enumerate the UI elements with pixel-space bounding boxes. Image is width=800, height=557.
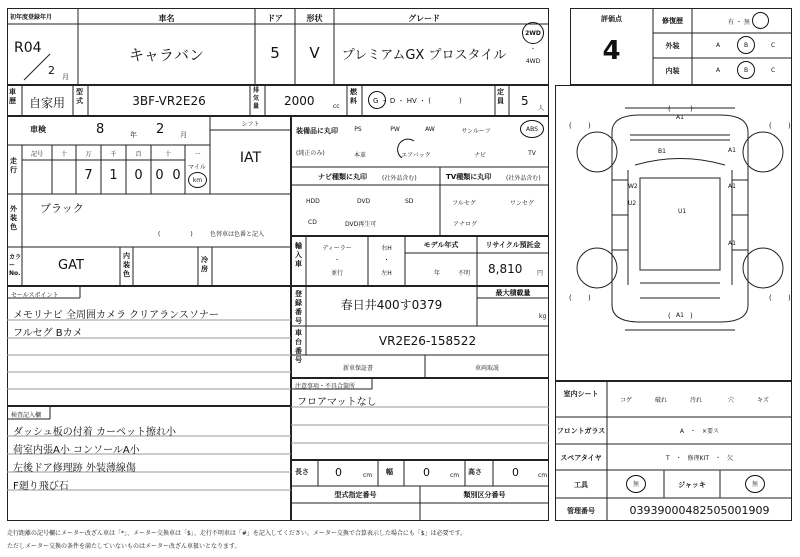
interior-c: C [771,67,776,74]
manual: 車両取説 [474,365,499,372]
first-reg-label: 初年度登録年月 [10,14,53,21]
tv-oneseg: ワンセグ [510,200,535,207]
sales-line-1: メモリナビ 全周囲カメラ クリアランスソナー [13,310,219,321]
digit-label-1: 万 [85,151,92,158]
tv-analog: アナログ [453,221,478,228]
svg-text:(: ( [668,312,671,320]
sales-label: セールスポイント [11,292,59,299]
new-warranty: 新車保証書 [342,365,373,372]
interior-a: A [716,67,721,74]
inspection-year: 8 [96,122,105,137]
width-label: 幅 [386,468,393,476]
equip-abs: ABS [520,120,544,138]
score-label: 評価点 [601,15,622,23]
import-left-h: 左H [381,270,392,277]
inspector-line-3: 左後ドア修理跡 外装薄線傷 [13,463,136,474]
digit-label-3: 百 [135,151,142,158]
inspector-line-1: ダッシュ板の付着 カーペット擦れ小 [13,427,176,438]
svg-text:): ) [690,312,693,320]
color-note: 色替車は色番と記入 [210,231,265,238]
height-label: 高さ [468,468,482,476]
length-label: 長さ [295,468,309,476]
equipment-label: 装備品に丸印 [296,127,338,135]
door-label: ドア [267,14,283,23]
mgmt-value: 03939000482505001909 [629,504,770,517]
color-no: GAT [58,258,84,273]
ac-label: 冷房 [201,256,208,273]
equip-leather: 本革 [353,152,366,159]
diagram-mark-left-rear-door: U2 [628,200,637,207]
digit-label-4: 十 [164,151,171,158]
spare-options: T ・ 修理KIT ・ 欠 [665,455,734,462]
first-reg-month-unit: 月 [62,73,69,81]
svg-text:): ) [588,294,591,302]
width-value: 0 [423,466,430,479]
notes-line-1: フロアマットなし [297,397,377,408]
windshield-options: A ・ ×要ス [679,428,720,435]
tools-value: 無 [626,475,646,493]
registration-value: 春日井400す0379 [340,298,443,312]
diagram-mark-hood: B1 [658,148,666,155]
diagram-mark-roof: U1 [678,208,687,215]
recycle-label: リサイクル預託金 [485,241,541,249]
mgmt-label: 管理番号 [567,507,595,515]
digit-2: 0 [134,168,143,183]
digit-1: 1 [109,168,118,183]
model-name: キャラバン [128,46,204,64]
diagram-mark-right-rear: A1 [728,240,736,247]
inspector-line-4: F廻り飛び石 [13,481,69,492]
drive-2wd: 2WD [522,22,544,44]
windshield-label: フロントガラス [556,427,606,435]
digit-0: 7 [84,168,93,183]
svg-text:(: ( [769,294,772,302]
shift-value: IAT [239,150,262,166]
svg-text:): ) [588,122,591,130]
shape-value: V [309,44,320,62]
model-year-year: 年 [434,270,441,277]
import-label: 輸入車 [295,242,302,268]
grade-label: グレード [408,14,440,23]
tools-label: 工具 [574,481,588,489]
nav-header-sub: (社外品含む) [382,175,417,182]
class-label: 類別区分番号 [463,491,506,499]
svg-text:(: ( [668,105,671,113]
grade-value: プレミアムGX プロスタイル [341,48,507,63]
shape-label: 形状 [306,14,323,23]
import-right-h: 右H [381,245,392,252]
seat-scratch: キズ [757,397,769,404]
nav-dvd: DVD [357,198,371,205]
color-label: 外装色 [10,205,17,231]
usage-label: 車歴 [9,88,16,105]
import-dot-1: ・ [333,257,340,264]
model-year-unknown: 不明 [458,270,471,277]
model-name-label: 車名 [158,14,175,23]
chassis-value: VR2E26-158522 [378,334,477,348]
exterior-b: B [737,36,755,54]
height-unit: cm [538,472,548,479]
mileage-unit-mile: マイル [188,164,206,171]
digit-3: 0 [155,168,164,183]
svg-text:(: ( [769,122,772,130]
model-code-label: 型式 [76,88,83,105]
seat-dirt: 汚れ [690,397,703,404]
usage-value: 自家用 [29,96,66,110]
digit-4: 0 [172,168,181,183]
mileage-unit-km: km [188,172,207,188]
displacement-unit: cc [333,103,340,110]
jack-value: 無 [745,475,765,493]
length-value: 0 [335,466,342,479]
height-value: 0 [512,466,519,479]
nav-sd: SD [405,198,414,205]
tv-fullseg: フルセグ [452,200,476,207]
diagram-mark-right-door: A1 [728,183,736,190]
nav-cd: CD [308,219,317,226]
capacity: 5 [521,94,529,108]
nav-header: ナビ種類に丸印 [318,173,367,181]
nav-hdd: HDD [306,198,320,205]
tv-header: TV種類に丸印 [446,173,492,181]
shift-label: シフト [241,121,260,128]
door-value: 5 [270,44,280,62]
length-unit: cm [363,472,373,479]
interior-color-label: 内装色 [123,252,130,278]
inspector-line-2: 荷室内張A小 コンソールA小 [13,445,140,456]
model-code: 3BF-VR2E26 [132,94,206,108]
seat-tear: 破れ [655,397,668,404]
repair-options: 有 ・ 無 [728,19,750,26]
mileage-label: 走行 [10,157,17,174]
footer-line-2: ただしメーター交換の条件を満たしていないものはメーター改ざん車扱いとなります。 [7,543,241,550]
seat-burn: コゲ [620,397,633,404]
equip-ps: PS [354,126,362,133]
color-note-prefix: ( ) [158,231,193,238]
type-cert-label: 型式指定番号 [334,491,377,499]
color-value: ブラック [40,202,84,215]
fuel-label: 燃料 [350,88,357,105]
svg-text:): ) [788,294,791,302]
model-year-label: モデル年式 [423,241,459,249]
exterior-label: 外装 [665,42,680,50]
repair-label: 修復歴 [662,17,683,25]
capacity-unit: 人 [538,105,545,112]
equipment-label-sub: (純正のみ) [296,150,325,157]
interior-b: B [737,61,755,79]
diagram-mark-left-front-door: W2 [628,183,638,190]
recycle-value: 8,810 [488,262,523,276]
chassis-label: 車台番号 [295,329,302,364]
sales-line-2: フルセグ Bカメ [13,328,83,339]
nav-dvd-play: DVD再生可 [345,221,377,228]
seat-label: 室内シート [563,390,599,398]
recycle-unit: 円 [537,270,544,277]
diagram-mark-front-bumper: A1 [676,114,684,121]
footer-line-1: 走行距離の記号欄にメーター改ざん車は「*」、メーター交換車は「$」、走行不明車は「#」を記入してください。メーター交換で合算表示した場合にも「$」は必要です。 [7,530,467,537]
drive-dot: ・ [529,46,536,53]
first-reg-month: 2 [48,64,55,77]
max-load-label: 最大積載量 [495,289,531,297]
digit-label-0: 十 [60,151,67,158]
jack-label: ジャッキ [678,481,706,489]
inspector-label: 検査記入欄 [11,412,42,419]
interior-label: 内装 [665,67,680,75]
first-reg-era: R04 [14,40,42,56]
equip-tv: TV [528,150,536,157]
equip-airbag: エアバック [401,152,431,159]
max-load-unit: kg [539,313,547,320]
svg-text:): ) [690,105,693,113]
exterior-a: A [716,42,721,49]
equip-pw: PW [390,126,400,133]
import-dealer: ディーラー [322,245,352,252]
drive-4wd: 4WD [525,58,541,65]
inspection-month-unit: 月 [180,131,187,139]
spare-label: スペアタイヤ [560,454,602,462]
displacement-label: 排気量 [253,87,260,110]
digit-label-2: 千 [110,151,117,158]
import-dot-2: ・ [383,257,390,264]
registration-label: 登録番号 [295,290,302,325]
exterior-c: C [771,42,776,49]
capacity-label: 定員 [497,88,504,105]
width-unit: cm [450,472,460,479]
svg-text:(: ( [569,294,572,302]
import-parallel: 並行 [330,270,343,277]
fuel-options: G ・ D ・ HV ・ ( ) [373,97,462,105]
svg-text:): ) [788,122,791,130]
equip-navi: ナビ [473,152,486,159]
displacement: 2000 [284,94,315,108]
seat-hole: 穴 [728,397,735,404]
diagram-mark-rear-bumper: A1 [676,312,684,319]
equip-sunroof: サンルーフ [461,128,491,135]
inspection-month: 2 [156,122,165,137]
score-value: 4 [602,36,621,66]
digit-label-5: 一 [194,151,201,158]
notes-label: 注意事項・不具合箇所 [295,383,356,390]
color-no-label: カラーNo. [9,254,22,277]
tv-header-sub: (社外品含む) [506,175,541,182]
equip-aw: AW [425,126,435,133]
diagram-mark-front-right: A1 [728,147,736,154]
mileage-sub-label: 記号 [30,151,43,158]
inspection-label: 車検 [30,125,46,134]
svg-text:(: ( [569,122,572,130]
inspection-year-unit: 年 [130,131,137,139]
